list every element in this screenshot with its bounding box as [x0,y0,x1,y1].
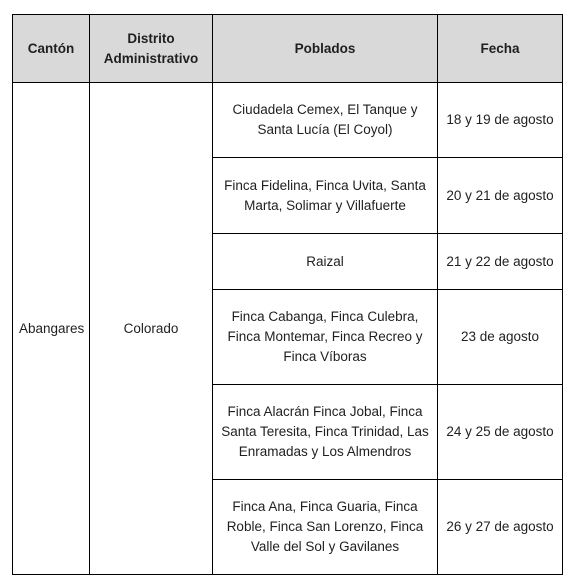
poblados-cell: Finca Cabanga, Finca Culebra, Finca Montemar, Finca Recreo y Finca Víboras [213,290,438,385]
poblados-cell: Finca Fidelina, Finca Uvita, Santa Marta, Solimar y Villafuerte [213,158,438,234]
header-distrito: Distrito Administrativo [90,15,213,83]
fecha-cell: 23 de agosto [438,290,563,385]
poblados-cell: Finca Ana, Finca Guaria, Finca Roble, Finca San Lorenzo, Finca Valle del Sol y Gavilanes [213,480,438,575]
fecha-cell: 18 y 19 de agosto [438,83,563,158]
poblados-cell: Raizal [213,234,438,290]
fecha-cell: 21 y 22 de agosto [438,234,563,290]
canton-cell: Abangares [13,83,90,575]
fecha-cell: 20 y 21 de agosto [438,158,563,234]
distrito-cell: Colorado [90,83,213,575]
header-poblados: Poblados [213,15,438,83]
poblados-cell: Finca Alacrán Finca Jobal, Finca Santa Teresita, Finca Trinidad, Las Enramadas y Los Almendros [213,385,438,480]
table-row [13,83,563,158]
header-canton: Cantón [13,15,90,83]
schedule-table [12,14,563,575]
poblados-cell: Ciudadela Cemex, El Tanque y Santa Lucía (El Coyol) [213,83,438,158]
header-fecha: Fecha [438,15,563,83]
header-row [13,15,563,83]
fecha-cell: 24 y 25 de agosto [438,385,563,480]
fecha-cell: 26 y 27 de agosto [438,480,563,575]
